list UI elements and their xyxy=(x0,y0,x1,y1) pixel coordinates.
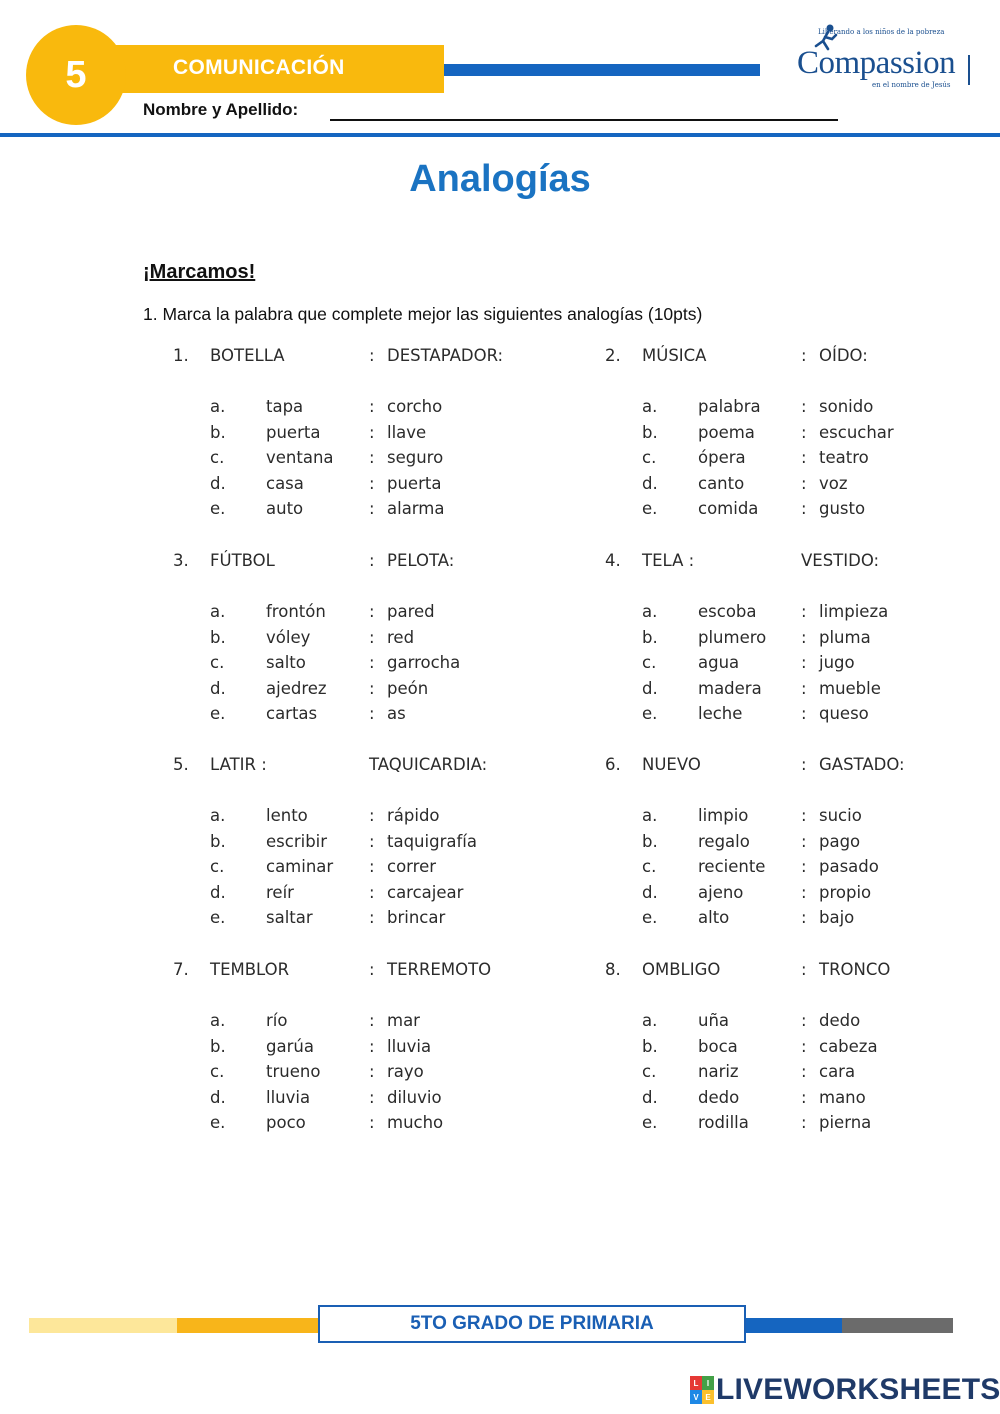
option-separator: : xyxy=(801,1088,807,1107)
option-separator: : xyxy=(801,653,807,672)
analogy-term-b: PELOTA: xyxy=(387,551,455,570)
option-separator: : xyxy=(801,1062,807,1081)
option-letter: a. xyxy=(642,1011,658,1030)
option-term-a: nariz xyxy=(698,1062,739,1081)
option-term-b: correr xyxy=(387,857,437,876)
option-letter: c. xyxy=(210,448,225,467)
option-separator: : xyxy=(369,448,375,467)
option-term-b: mano xyxy=(819,1088,866,1107)
analogy-number: 6. xyxy=(605,755,621,774)
header-blue-bar xyxy=(444,64,760,76)
option-separator: : xyxy=(369,704,375,723)
option-term-b: pared xyxy=(387,602,435,621)
analogy-number: 2. xyxy=(605,346,621,365)
option-term-a: ventana xyxy=(266,448,334,467)
option-term-b: voz xyxy=(819,474,848,493)
option-separator: : xyxy=(369,423,375,442)
option-letter: a. xyxy=(642,602,658,621)
option-term-b: mar xyxy=(387,1011,420,1030)
option-separator: : xyxy=(369,653,375,672)
option-letter: e. xyxy=(642,908,658,927)
option-term-a: ópera xyxy=(698,448,746,467)
option-separator: : xyxy=(801,679,807,698)
option-separator: : xyxy=(801,397,807,416)
option-term-b: seguro xyxy=(387,448,444,467)
option-letter: a. xyxy=(210,397,226,416)
option-term-a: reír xyxy=(266,883,294,902)
icon-letter: V xyxy=(690,1390,702,1404)
option-term-b: sonido xyxy=(819,397,874,416)
option-separator: : xyxy=(369,806,375,825)
option-letter: c. xyxy=(210,653,225,672)
footer-bar-blue xyxy=(745,1318,842,1333)
grade-footer-box xyxy=(318,1305,746,1343)
option-term-b: lluvia xyxy=(387,1037,432,1056)
liveworksheets-icon xyxy=(690,1376,714,1404)
option-separator: : xyxy=(369,679,375,698)
analogy-term-b: DESTAPADOR: xyxy=(387,346,504,365)
option-letter: d. xyxy=(642,1088,658,1107)
option-term-b: pluma xyxy=(819,628,871,647)
analogy-term-a: OMBLIGO xyxy=(642,960,721,979)
option-term-a: ajedrez xyxy=(266,679,327,698)
analogy-separator: : xyxy=(801,346,807,365)
option-term-a: palabra xyxy=(698,397,761,416)
grade-number: 5 xyxy=(65,53,87,96)
option-separator: : xyxy=(801,1113,807,1132)
option-letter: b. xyxy=(210,1037,226,1056)
option-term-b: peón xyxy=(387,679,429,698)
option-term-a: vóley xyxy=(266,628,311,647)
option-term-b: pago xyxy=(819,832,861,851)
option-letter: b. xyxy=(210,628,226,647)
option-separator: : xyxy=(369,908,375,927)
option-term-a: ajeno xyxy=(698,883,744,902)
option-letter: a. xyxy=(642,397,658,416)
option-letter: b. xyxy=(642,832,658,851)
analogy-number: 1. xyxy=(173,346,189,365)
logo-wordmark: Compassion xyxy=(797,45,956,81)
name-input-line[interactable] xyxy=(330,119,838,121)
grade-badge xyxy=(26,25,126,125)
header-rule xyxy=(0,133,1000,137)
option-separator: : xyxy=(801,704,807,723)
option-letter: c. xyxy=(642,857,657,876)
option-term-a: escribir xyxy=(266,832,328,851)
option-letter: e. xyxy=(210,1113,226,1132)
option-term-a: dedo xyxy=(698,1088,740,1107)
option-letter: d. xyxy=(642,474,658,493)
option-term-a: trueno xyxy=(266,1062,321,1081)
option-term-b: carcajear xyxy=(387,883,464,902)
icon-letter: L xyxy=(690,1376,702,1390)
option-separator: : xyxy=(369,1113,375,1132)
option-separator: : xyxy=(801,908,807,927)
option-term-a: rodilla xyxy=(698,1113,749,1132)
option-term-b: red xyxy=(387,628,415,647)
option-term-a: saltar xyxy=(266,908,313,927)
option-separator: : xyxy=(801,499,807,518)
liveworksheets-wordmark: LIVEWORKSHEETS xyxy=(716,1373,1000,1406)
option-letter: e. xyxy=(642,499,658,518)
option-letter: e. xyxy=(642,1113,658,1132)
option-separator: : xyxy=(801,474,807,493)
option-letter: b. xyxy=(210,832,226,851)
option-term-a: uña xyxy=(698,1011,730,1030)
page-title: Analogías xyxy=(409,158,591,200)
option-letter: e. xyxy=(210,499,226,518)
analogy-term-a: TELA : xyxy=(642,551,695,570)
section-heading: ¡Marcamos! xyxy=(143,261,256,283)
option-separator: : xyxy=(369,1037,375,1056)
option-separator: : xyxy=(801,1037,807,1056)
option-separator: : xyxy=(801,857,807,876)
icon-letter: I xyxy=(702,1376,714,1390)
option-term-b: limpieza xyxy=(819,602,889,621)
grade-footer-label: 5TO GRADO DE PRIMARIA xyxy=(410,1313,654,1334)
option-letter: b. xyxy=(642,628,658,647)
option-term-a: boca xyxy=(698,1037,738,1056)
option-separator: : xyxy=(369,628,375,647)
option-term-b: sucio xyxy=(819,806,862,825)
analogy-term-a: NUEVO xyxy=(642,755,701,774)
option-term-a: plumero xyxy=(698,628,767,647)
option-term-a: poco xyxy=(266,1113,306,1132)
option-term-a: agua xyxy=(698,653,740,672)
liveworksheets-brand[interactable] xyxy=(690,1372,1000,1408)
option-term-b: bajo xyxy=(819,908,855,927)
option-separator: : xyxy=(801,1011,807,1030)
option-letter: b. xyxy=(642,1037,658,1056)
option-term-b: alarma xyxy=(387,499,445,518)
analogy-number: 8. xyxy=(605,960,621,979)
analogy-separator: : xyxy=(801,960,807,979)
option-term-b: pierna xyxy=(819,1113,872,1132)
option-term-b: escuchar xyxy=(819,423,894,442)
analogy-separator: : xyxy=(369,960,375,979)
option-term-b: pasado xyxy=(819,857,879,876)
option-term-b: teatro xyxy=(819,448,869,467)
option-term-b: llave xyxy=(387,423,427,442)
option-letter: d. xyxy=(210,679,226,698)
option-separator: : xyxy=(369,397,375,416)
option-term-a: frontón xyxy=(266,602,326,621)
option-separator: : xyxy=(369,499,375,518)
option-letter: d. xyxy=(642,883,658,902)
option-separator: : xyxy=(369,602,375,621)
option-separator: : xyxy=(369,857,375,876)
option-separator: : xyxy=(801,448,807,467)
option-term-a: madera xyxy=(698,679,762,698)
option-term-b: taquigrafía xyxy=(387,832,477,851)
option-term-b: dedo xyxy=(819,1011,861,1030)
option-separator: : xyxy=(801,832,807,851)
option-term-b: queso xyxy=(819,704,869,723)
option-separator: : xyxy=(801,423,807,442)
analogy-term-a: TEMBLOR xyxy=(210,960,290,979)
option-letter: a. xyxy=(210,806,226,825)
analogy-term-b: TRONCO xyxy=(819,960,891,979)
option-term-a: comida xyxy=(698,499,759,518)
option-letter: b. xyxy=(210,423,226,442)
option-letter: e. xyxy=(642,704,658,723)
option-separator: : xyxy=(801,883,807,902)
option-term-a: río xyxy=(266,1011,288,1030)
option-term-b: cara xyxy=(819,1062,856,1081)
option-term-b: mueble xyxy=(819,679,881,698)
footer-bar-gray xyxy=(842,1318,953,1333)
option-term-b: diluvio xyxy=(387,1088,442,1107)
option-term-a: salto xyxy=(266,653,306,672)
option-term-b: cabeza xyxy=(819,1037,878,1056)
option-term-b: puerta xyxy=(387,474,442,493)
option-letter: c. xyxy=(642,1062,657,1081)
option-term-a: casa xyxy=(266,474,304,493)
option-separator: : xyxy=(801,602,807,621)
option-term-a: limpio xyxy=(698,806,749,825)
option-letter: d. xyxy=(210,1088,226,1107)
analogy-term-a: BOTELLA xyxy=(210,346,285,365)
option-term-b: propio xyxy=(819,883,872,902)
option-term-b: brincar xyxy=(387,908,446,927)
instruction-text: 1. Marca la palabra que complete mejor las siguientes analogías (10pts) xyxy=(143,304,703,324)
analogy-separator: : xyxy=(369,551,375,570)
analogy-term-b: TAQUICARDIA: xyxy=(369,755,488,774)
option-separator: : xyxy=(801,628,807,647)
option-separator: : xyxy=(369,883,375,902)
analogy-separator: : xyxy=(801,755,807,774)
option-separator: : xyxy=(369,1062,375,1081)
option-letter: c. xyxy=(210,1062,225,1081)
option-term-b: rápido xyxy=(387,806,440,825)
option-letter: a. xyxy=(210,602,226,621)
option-term-b: garrocha xyxy=(387,653,461,672)
option-term-a: reciente xyxy=(698,857,766,876)
analogy-term-a: FÚTBOL xyxy=(210,551,275,570)
footer-bar-gold xyxy=(177,1318,322,1333)
option-letter: c. xyxy=(210,857,225,876)
option-term-a: cartas xyxy=(266,704,318,723)
analogy-term-a: LATIR : xyxy=(210,755,267,774)
option-term-a: alto xyxy=(698,908,730,927)
analogy-separator: : xyxy=(369,346,375,365)
option-term-a: escoba xyxy=(698,602,757,621)
analogy-number: 3. xyxy=(173,551,189,570)
option-term-a: garúa xyxy=(266,1037,314,1056)
option-term-a: tapa xyxy=(266,397,304,416)
option-term-a: canto xyxy=(698,474,745,493)
footer-bar-light xyxy=(29,1318,177,1333)
option-separator: : xyxy=(369,474,375,493)
option-separator: : xyxy=(369,1011,375,1030)
option-separator: : xyxy=(801,806,807,825)
option-separator: : xyxy=(369,832,375,851)
option-term-b: corcho xyxy=(387,397,443,416)
logo-divider xyxy=(968,55,970,85)
option-term-b: rayo xyxy=(387,1062,424,1081)
option-letter: d. xyxy=(210,474,226,493)
analogy-number: 4. xyxy=(605,551,621,570)
option-term-a: auto xyxy=(266,499,304,518)
analogy-term-b: OÍDO: xyxy=(819,346,868,365)
icon-letter: E xyxy=(702,1390,714,1404)
logo-tagline: Liberando a los niños de la pobreza xyxy=(818,28,945,36)
option-letter: a. xyxy=(642,806,658,825)
option-letter: e. xyxy=(210,908,226,927)
analogy-term-a: MÚSICA xyxy=(642,346,707,365)
option-letter: a. xyxy=(210,1011,226,1030)
option-term-b: mucho xyxy=(387,1113,444,1132)
option-letter: e. xyxy=(210,704,226,723)
option-term-a: poema xyxy=(698,423,755,442)
option-term-a: puerta xyxy=(266,423,321,442)
logo-subtitle: en el nombre de Jesús xyxy=(872,81,951,89)
option-term-a: leche xyxy=(698,704,743,723)
analogy-term-b: GASTADO: xyxy=(819,755,905,774)
subject-title: COMUNICACIÓN xyxy=(173,56,345,79)
analogy-term-b: VESTIDO: xyxy=(801,551,880,570)
option-letter: d. xyxy=(642,679,658,698)
option-term-b: jugo xyxy=(819,653,855,672)
option-term-a: regalo xyxy=(698,832,750,851)
option-letter: c. xyxy=(642,653,657,672)
analogy-number: 7. xyxy=(173,960,189,979)
option-separator: : xyxy=(369,1088,375,1107)
analogy-term-b: TERREMOTO xyxy=(387,960,492,979)
option-term-b: gusto xyxy=(819,499,866,518)
option-term-a: lento xyxy=(266,806,308,825)
name-label: Nombre y Apellido: xyxy=(143,100,299,119)
option-letter: d. xyxy=(210,883,226,902)
analogy-number: 5. xyxy=(173,755,189,774)
option-term-b: as xyxy=(387,704,406,723)
option-letter: c. xyxy=(642,448,657,467)
option-term-a: lluvia xyxy=(266,1088,311,1107)
option-term-a: caminar xyxy=(266,857,334,876)
option-letter: b. xyxy=(642,423,658,442)
